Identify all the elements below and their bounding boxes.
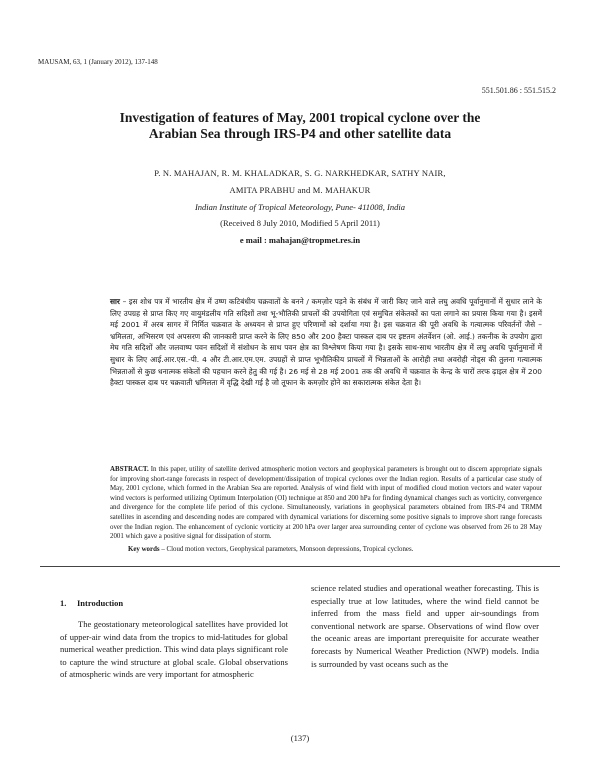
hindi-abstract-text: – इस शोध पत्र में भारतीय क्षेत्र में उष्ण कटिबंधीय चक्रवातों के बनने / कमज़ोर पड़ने के संबंध में जारी किए जाने वाले लघु अवधि पूर्वानुमानों में सुधार लाने के लिए उपग्रह से प्राप्त किए गए वायुमंडलीय गति सदिशों तथा भू-भौतिकी प्राचलों की उपयोगिता एवं समुचित संकेतकों का पता लगाने का प्रयास किया गया है। इसमें मई 2001 में अरब सागर में निर्मित चक्रवात के अध्ययन से प्राप्त हुए परिणामों को दर्शाया गया है। इस चक्रवात की पूरी अवधि के गत्यात्मक परिवर्तनों जैसे – भ्रमिलता, अभिसरण एवं अपसरण की जानकारी प्राप्त करने के लिए 850 और 200 हैक्टा पास्कल दाब पर इष्टतम अंतर्वेशन (ओ. आई.) तकनीक के उपयोग द्वारा मेघ गति सदिशों और जलवाष्प पवन सदिशों में संशोधन के साथ पवन क्षेत्र का विश्लेषण किया गया है। इसके साथ-साथ भारतीय क्षेत्र में लघु अवधि पूर्वानुमानों में सुधार के लिए आई.आर.एस.-पी. 4 और टी.आर.एम.एम. उपग्रहों से प्राप्त भूभौतिकीय प्राचलों में भिन्नताओं के आरोही तथा अवरोही नोड्स की तुलना गत्यात्मक भिन्नताओं से कुछ धनात्मक संकेतों की पहचान करने हेतु की गई है। 26 मई से 28 मई 2001 तक की अवधि में चक्रवात के केन्द्र के चारों तरफ ढ़ाइल क्षेत्र में 200 हैक्टा पास्कल दाब पर चक्रवाती भ्रमिलता में वृद्धि देखी गई है जो तूफान के कमज़ोर होने का सकारात्मक संकेत देता है।	[110, 297, 542, 388]
authors-line-1: P. N. MAHAJAN, R. M. KHALADKAR, S. G. NARKHEDKAR, SATHY NAIR,	[154, 168, 446, 178]
intro-paragraph-left: The geostationary meteorological satellites have provided lot of upper-air wind data from the tropics to mid-latitudes for global numerical weather prediction. This wind data plays significant role to capture the wind structure at global scale. Global observations of atmospheric winds are very important for atmospheric	[60, 619, 288, 680]
section-heading: 1. Introduction	[60, 598, 124, 608]
keywords-text: – Cloud motion vectors, Geophysical parameters, Monsoon depressions, Tropical cyclones.	[159, 546, 414, 553]
author-email: e mail : mahajan@tropmet.res.in	[239, 235, 361, 245]
abstract-text: In this paper, utility of satellite derived atmospheric motion vectors and geophysical parameters is brought out to discern appropriate signals for improving short-range forecasts in respect of development/dissipation of tropical cyclones over the Indian region. Results of a particular case study of May, 2001 cyclone, which formed in the Arabian Sea are reported. Analysis of wind field with input of modified cloud motion vectors and water vapour wind vectors is performed utilizing Optimum Interpolation (OI) technique at 850 and 200 hPa for finding dynamical changes such as vorticity, convergence and divergence for the complete life period of this cyclone. Simultaneously, variations in geophysical parameters obtained from IRS-P4 and TRMM satellites in ascending and descending nodes are compared with dynamical variations for discerning some positive signals to improve short range forecasts over the Indian region. The enhancement of cyclonic vorticity at 200 hPa over larger area surrounding center of cyclone was observed from 26 to 28 May 2001 which gave a positive signal for dissipation of storm.	[110, 466, 542, 541]
udc-number: 551.501.86 : 551.515.2	[481, 86, 556, 95]
paper-title	[60, 110, 540, 142]
journal-reference: MAUSAM, 63, 1 (January 2012), 137-148	[38, 58, 158, 66]
body-column-right	[311, 582, 539, 670]
section-divider	[40, 566, 560, 567]
keywords	[128, 546, 548, 553]
hindi-abstract-label: सार	[110, 297, 120, 306]
title-line-2: Arabian Sea through IRS-P4 and other satellite data	[148, 126, 452, 141]
page-number: (137)	[290, 733, 310, 743]
affiliation: Indian Institute of Tropical Meteorology, Pune- 411008, India	[194, 202, 406, 212]
body-column-left	[60, 618, 288, 681]
received-dates: (Received 8 July 2010, Modified 5 April 2011)	[220, 218, 380, 228]
hindi-abstract	[110, 296, 542, 389]
authors-line-2: AMITA PRABHU and M. MAHAKUR	[229, 185, 371, 195]
english-abstract	[110, 465, 542, 542]
keywords-label: Key words	[128, 546, 160, 553]
title-line-1: Investigation of features of May, 2001 tropical cyclone over the	[119, 110, 481, 125]
abstract-label: ABSTRACT.	[110, 466, 149, 473]
intro-paragraph-right: science related studies and operational weather forecasting. This is especially true at low latitudes, where the wind field cannot be inferred from the mass field and upper air-soundings from conventional network are sparse. Observations of wind flow over the oceanic areas are important prerequisite for accurate weather forecasts by Numerical Weather Prediction (NWP) models. India is surrounded by vast oceans such as the	[311, 583, 539, 669]
